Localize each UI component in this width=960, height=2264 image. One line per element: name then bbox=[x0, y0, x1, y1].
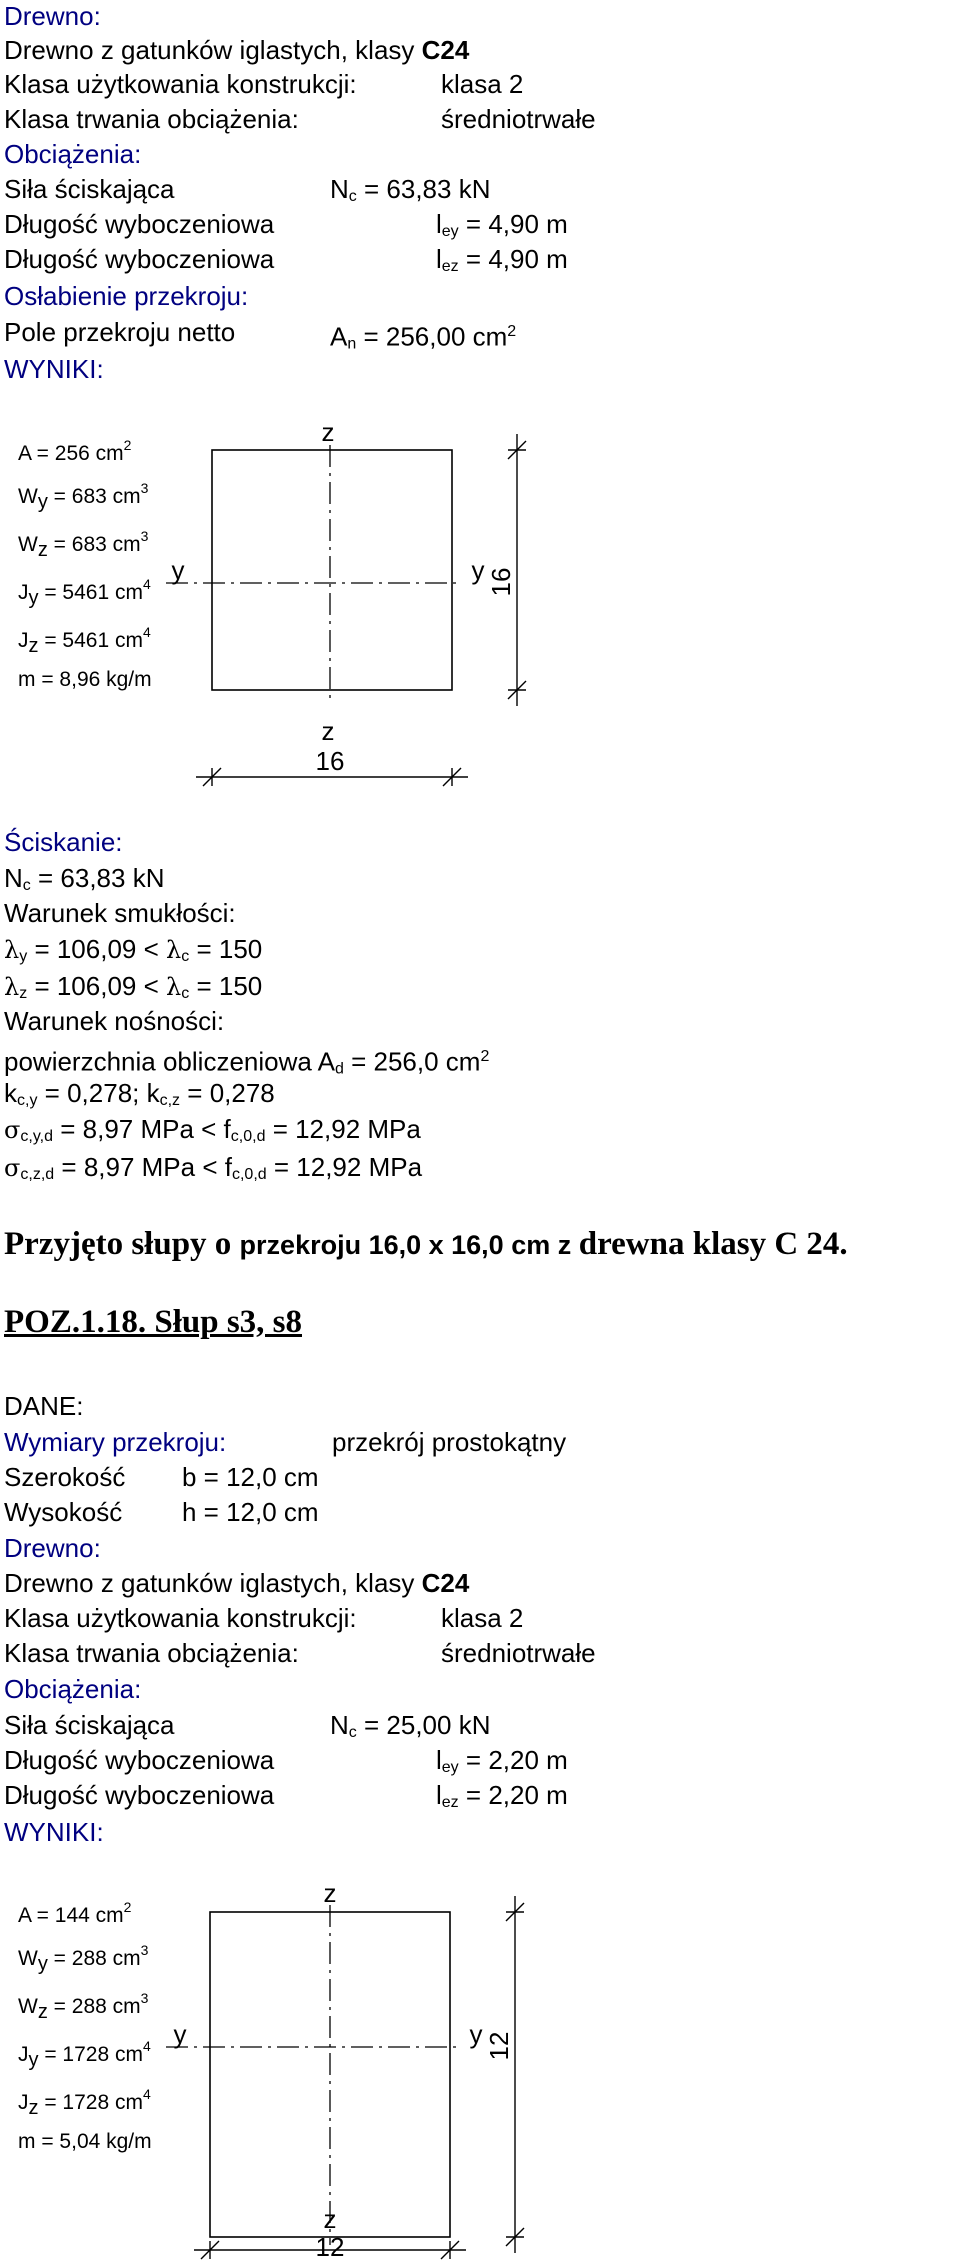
k-factors-line: kc,y = 0,278; kc,z = 0,278 bbox=[4, 1078, 275, 1109]
results-heading: WYNIKI: bbox=[4, 354, 104, 384]
buckling-y-line: Długość wyboczeniowa ley = 4,90 m bbox=[4, 209, 568, 240]
axis-z-bottom-label: z bbox=[323, 2204, 337, 2234]
prop-jy: Jy = 5461 $cm^4$ bbox=[18, 576, 151, 609]
position-title: POZ.1.18. Słup s3, s8 bbox=[4, 1304, 302, 1340]
axis-y-left-label: y bbox=[173, 2019, 187, 2049]
cross-section-drawing-1 bbox=[0, 400, 960, 800]
prop-wz: Wz = 288 $cm^3$ bbox=[18, 1990, 149, 2023]
dim-height-label: 16 bbox=[486, 567, 516, 597]
force-line-2: Siła ściskająca Nc = 25,00 kN bbox=[4, 1710, 491, 1741]
nc-line: Nc = 63,83 kN bbox=[4, 863, 165, 894]
prop-mass: m = 8,96 kg/m bbox=[18, 668, 152, 691]
prop-wy: Wy = 288 $cm^3$ bbox=[18, 1942, 149, 1975]
service-class-line-2: Klasa użytkowania konstrukcji: klasa 2 bbox=[4, 1603, 524, 1633]
dim-width-label: 12 bbox=[315, 2232, 345, 2262]
buckling-z-line-2: Długość wyboczeniowa lez = 2,20 m bbox=[4, 1780, 568, 1811]
stress-y-line: σc,y,d = 8,97 MPa < fc,0,d = 12,92 MPa bbox=[4, 1114, 421, 1145]
prop-wy: Wy = 683 $cm^3$ bbox=[18, 480, 149, 513]
width-line: Szerokość b = 12,0 cm bbox=[4, 1462, 319, 1492]
duration-line-2: Klasa trwania obciążenia: średniotrwałe bbox=[4, 1638, 596, 1668]
data-heading: DANE: bbox=[4, 1391, 84, 1421]
height-line: Wysokość h = 12,0 cm bbox=[4, 1497, 319, 1527]
slenderness-label: Warunek smukłości: bbox=[4, 898, 236, 928]
prop-jz: Jz = 1728 $cm^4$ bbox=[18, 2086, 151, 2119]
results-heading-2: WYNIKI: bbox=[4, 1817, 104, 1847]
service-class-line: Klasa użytkowania konstrukcji: klasa 2 bbox=[4, 69, 524, 99]
axis-z-top-label: z bbox=[323, 1878, 337, 1908]
material-heading-2: Drewno: bbox=[4, 1533, 101, 1563]
material-line-2: Drewno z gatunków iglastych, klasy C24 bbox=[4, 1568, 470, 1598]
compression-heading: Ściskanie: bbox=[4, 827, 123, 857]
lambda-z-line: λz = 106,09 < λc = 150 bbox=[4, 971, 263, 1002]
material-heading: Drewno: bbox=[4, 1, 101, 31]
height-dimension bbox=[506, 1896, 524, 2253]
prop-mass: m = 5,04 kg/m bbox=[18, 2130, 152, 2153]
stress-z-line: σc,z,d = 8,97 MPa < fc,0,d = 12,92 MPa bbox=[4, 1152, 423, 1183]
buckling-z-line: Długość wyboczeniowa lez = 4,90 m bbox=[4, 244, 568, 275]
prop-jz: Jz = 5461 $cm^4$ bbox=[18, 624, 151, 657]
prop-area: A = 144 $cm^2$ bbox=[18, 1899, 132, 1927]
material-line: Drewno z gatunków iglastych, klasy C24 bbox=[4, 35, 470, 65]
axis-y-right-label: y bbox=[469, 2019, 483, 2049]
dim-width-label: 16 bbox=[315, 746, 345, 776]
duration-line: Klasa trwania obciążenia: średniotrwałe bbox=[4, 104, 596, 134]
axis-y-right-label: y bbox=[471, 555, 485, 585]
dimensions-line: Wymiary przekroju: przekrój prostokątny bbox=[4, 1427, 567, 1457]
design-area-line: powierzchnia obliczeniowa Ad = 256,0 $cm^2$ bbox=[4, 1046, 490, 1078]
prop-jy: Jy = 1728 $cm^4$ bbox=[18, 2038, 151, 2071]
weakening-heading: Osłabienie przekroju: bbox=[4, 281, 249, 311]
prop-area: A = 256 $cm^2$ bbox=[18, 437, 132, 465]
force-line: Siła ściskająca Nc = 63,83 kN bbox=[4, 174, 491, 205]
axis-z-bottom-label: z bbox=[321, 716, 335, 746]
cross-section-drawing-2 bbox=[0, 1870, 960, 2264]
prop-wz: Wz = 683 $cm^3$ bbox=[18, 528, 149, 561]
loads-heading-2: Obciążenia: bbox=[4, 1674, 142, 1704]
capacity-label: Warunek nośności: bbox=[4, 1006, 225, 1036]
net-area-line: Pole przekroju netto An = 256,00 $cm^2$ bbox=[4, 317, 517, 353]
dim-height-label: 12 bbox=[484, 2031, 514, 2061]
axis-z-top-label: z bbox=[321, 417, 335, 447]
buckling-y-line-2: Długość wyboczeniowa ley = 2,20 m bbox=[4, 1745, 568, 1776]
axis-y-left-label: y bbox=[171, 555, 185, 585]
conclusion-line: Przyjęto słupy o przekroju 16,0 x 16,0 cm z drewna klasy C 24. bbox=[4, 1226, 848, 1262]
loads-heading: Obciążenia: bbox=[4, 139, 142, 169]
lambda-y-line: λy = 106,09 < λc = 150 bbox=[4, 934, 263, 965]
section-outline bbox=[212, 450, 452, 690]
